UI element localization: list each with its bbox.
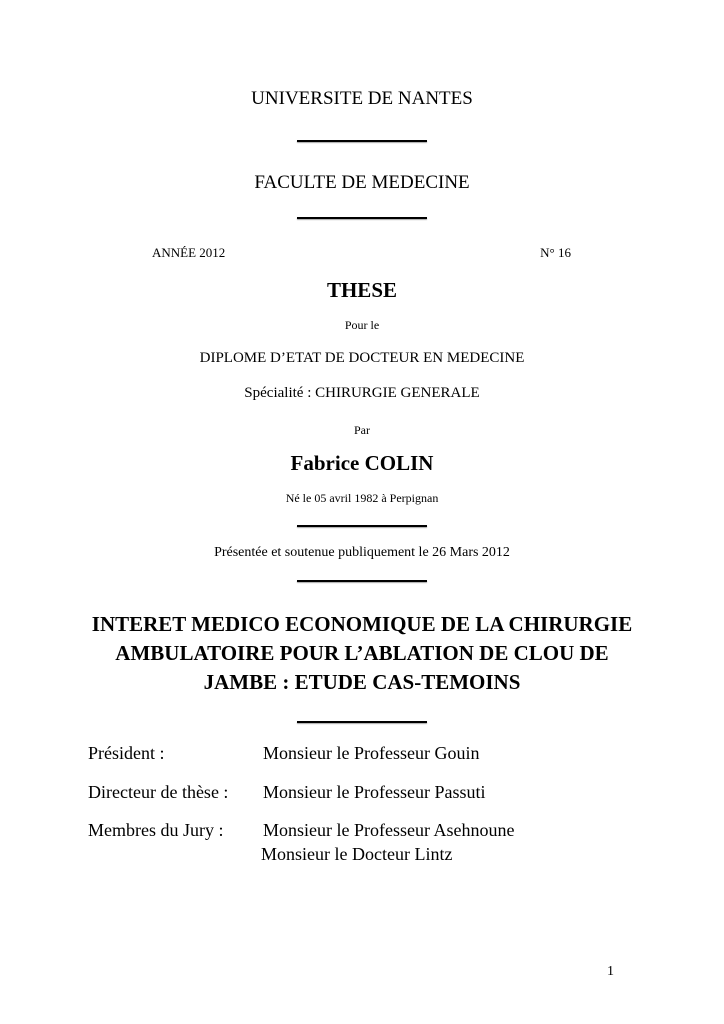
divider — [297, 140, 427, 142]
divider — [297, 525, 427, 527]
thesis-title-line: JAMBE : ETUDE CAS-TEMOINS — [203, 670, 521, 694]
defense-date: Présentée et soutenue publiquement le 26 Mars 2012 — [214, 545, 510, 560]
university-name: UNIVERSITE DE NANTES — [251, 88, 473, 109]
divider — [297, 721, 427, 723]
thesis-title-line: INTERET MEDICO ECONOMIQUE DE LA CHIRURGIE — [91, 612, 633, 636]
birth-info: Né le 05 avril 1982 à Perpignan — [285, 491, 439, 505]
pour-le: Pour le — [344, 318, 380, 332]
director-label: Directeur de thèse : — [88, 782, 229, 802]
academic-year: ANNÉE 2012 — [152, 245, 226, 260]
divider — [297, 217, 427, 219]
thesis-label: THESE — [326, 278, 398, 302]
thesis-title — [0, 610, 724, 697]
divider — [297, 580, 427, 582]
author-name: Fabrice COLIN — [290, 451, 434, 475]
thesis-number: N° 16 — [540, 245, 571, 260]
director-name: Monsieur le Professeur Passuti — [263, 782, 486, 802]
thesis-title-line: AMBULATOIRE POUR L’ABLATION DE CLOU DE — [115, 641, 609, 665]
faculty-name: FACULTE DE MEDECINE — [254, 172, 470, 193]
president-label: Président : — [88, 743, 165, 763]
page-number: 1 — [607, 964, 614, 979]
diploma: DIPLOME D’ETAT DE DOCTEUR EN MEDECINE — [199, 350, 525, 366]
specialty: Spécialité : CHIRURGIE GENERALE — [244, 385, 480, 401]
jury-member: Monsieur le Docteur Lintz — [261, 844, 453, 864]
par: Par — [354, 423, 370, 437]
president-name: Monsieur le Professeur Gouin — [263, 743, 480, 763]
jury-members-label: Membres du Jury : — [88, 820, 224, 840]
jury-member: Monsieur le Professeur Asehnoune — [263, 820, 515, 840]
